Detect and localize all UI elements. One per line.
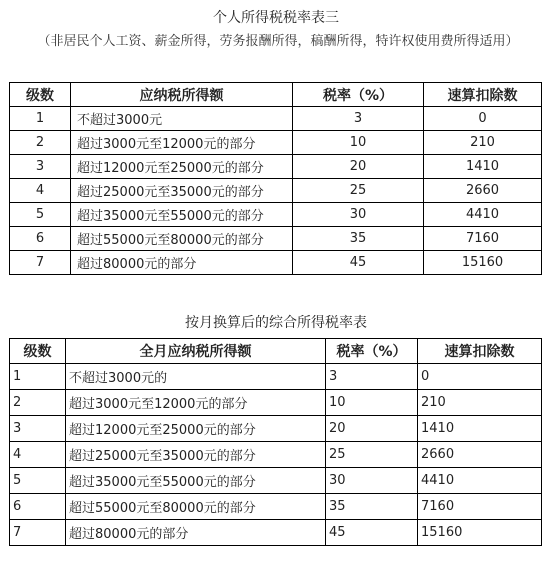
table-row: [10, 227, 542, 251]
level-cell: 6: [10, 494, 66, 520]
quick-deduction-cell: 1410: [424, 155, 542, 179]
quick-deduction-cell: 210: [424, 131, 542, 155]
level-cell: 7: [10, 251, 71, 275]
table-row: [10, 251, 542, 275]
tax-rate-cell: 25: [326, 442, 418, 468]
tax-rate-cell: 3: [326, 364, 418, 390]
table-row: [10, 494, 542, 520]
income-range-cell: 超过35000元至55000元的部分: [66, 468, 326, 494]
tax-rate-cell: 10: [326, 390, 418, 416]
income-range-cell: 超过3000元至12000元的部分: [71, 131, 293, 155]
quick-deduction-cell: 2660: [418, 442, 542, 468]
header-monthly-taxable-income: 全月应纳税所得额: [66, 339, 326, 364]
quick-deduction-cell: 210: [418, 390, 542, 416]
header-tax-rate: 税率（%）: [326, 339, 418, 364]
tax-rate-cell: 30: [293, 203, 424, 227]
tax-rate-cell: 3: [293, 107, 424, 131]
quick-deduction-cell: 0: [424, 107, 542, 131]
tax-rate-cell: 20: [326, 416, 418, 442]
quick-deduction-cell: 15160: [418, 520, 542, 546]
header-quick-deduction: 速算扣除数: [418, 339, 542, 364]
income-range-cell: 超过55000元至80000元的部分: [66, 494, 326, 520]
income-range-cell: 超过25000元至35000元的部分: [66, 442, 326, 468]
quick-deduction-cell: 4410: [418, 468, 542, 494]
tax-rate-cell: 45: [293, 251, 424, 275]
income-range-cell: 超过25000元至35000元的部分: [71, 179, 293, 203]
level-cell: 2: [10, 390, 66, 416]
table-row: [10, 155, 542, 179]
income-range-cell: 超过12000元至25000元的部分: [66, 416, 326, 442]
header-quick-deduction: 速算扣除数: [424, 83, 542, 107]
income-range-cell: 超过12000元至25000元的部分: [71, 155, 293, 179]
table-header-row: [10, 83, 542, 107]
table-row: [10, 364, 542, 390]
tax-rate-cell: 20: [293, 155, 424, 179]
level-cell: 5: [10, 203, 71, 227]
tax-rate-cell: 35: [326, 494, 418, 520]
table-row: [10, 416, 542, 442]
income-range-cell: 不超过3000元: [71, 107, 293, 131]
table-row: [10, 179, 542, 203]
tax-rate-table-three: [9, 82, 542, 275]
quick-deduction-cell: 15160: [424, 251, 542, 275]
level-cell: 7: [10, 520, 66, 546]
quick-deduction-cell: 4410: [424, 203, 542, 227]
quick-deduction-cell: 7160: [418, 494, 542, 520]
table-header-row: [10, 339, 542, 364]
income-range-cell: 超过55000元至80000元的部分: [71, 227, 293, 251]
header-level: 级数: [10, 83, 71, 107]
monthly-comprehensive-tax-rate-table: [9, 338, 542, 546]
level-cell: 1: [10, 107, 71, 131]
table-row: [10, 520, 542, 546]
level-cell: 5: [10, 468, 66, 494]
income-range-cell: 超过80000元的部分: [66, 520, 326, 546]
header-level: 级数: [10, 339, 66, 364]
tax-rate-cell: 35: [293, 227, 424, 251]
header-tax-rate: 税率（%）: [293, 83, 424, 107]
tax-rate-cell: 25: [293, 179, 424, 203]
income-range-cell: 超过3000元至12000元的部分: [66, 390, 326, 416]
level-cell: 4: [10, 442, 66, 468]
income-range-cell: 超过80000元的部分: [71, 251, 293, 275]
quick-deduction-cell: 2660: [424, 179, 542, 203]
tax-rate-cell: 30: [326, 468, 418, 494]
table2-title: 按月换算后的综合所得税率表: [185, 315, 367, 331]
tax-rate-cell: 45: [326, 520, 418, 546]
quick-deduction-cell: 7160: [424, 227, 542, 251]
income-range-cell: 不超过3000元的: [66, 364, 326, 390]
level-cell: 3: [10, 155, 71, 179]
level-cell: 3: [10, 416, 66, 442]
header-taxable-income: 应纳税所得额: [71, 83, 293, 107]
table-row: [10, 203, 542, 227]
table1-title: 个人所得税税率表三: [213, 10, 339, 26]
table-row: [10, 442, 542, 468]
quick-deduction-cell: 1410: [418, 416, 542, 442]
table-row: [10, 107, 542, 131]
table-row: [10, 131, 542, 155]
income-range-cell: 超过35000元至55000元的部分: [71, 203, 293, 227]
tax-rate-cell: 10: [293, 131, 424, 155]
table-row: [10, 468, 542, 494]
table-row: [10, 390, 542, 416]
level-cell: 1: [10, 364, 66, 390]
quick-deduction-cell: 0: [418, 364, 542, 390]
level-cell: 2: [10, 131, 71, 155]
level-cell: 6: [10, 227, 71, 251]
table1-subtitle: （非居民个人工资、薪金所得，劳务报酬所得，稿酬所得，特许权使用费所得适用）: [37, 34, 519, 49]
level-cell: 4: [10, 179, 71, 203]
